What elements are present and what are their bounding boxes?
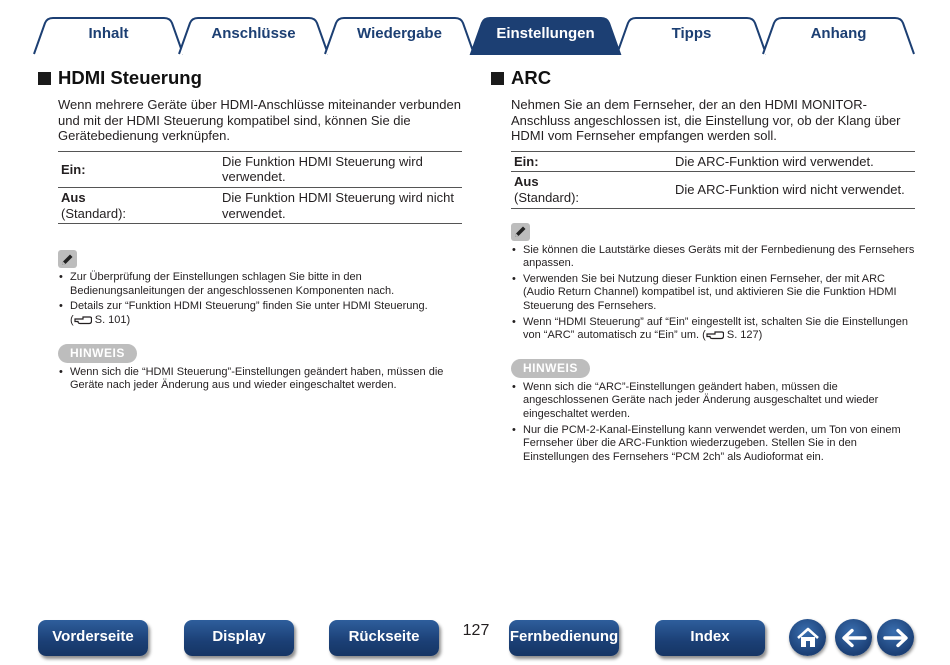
back-button[interactable] (835, 619, 872, 656)
hinweis-badge: HINWEIS (511, 359, 590, 378)
tab-anhang[interactable] (763, 17, 914, 54)
table-row (511, 151, 915, 172)
option-key-cell (511, 172, 673, 208)
hinweis-list (58, 366, 462, 393)
page-ref-link[interactable]: ( S. 127) (702, 329, 763, 342)
option-key: Ein: (61, 161, 86, 177)
tab-wiedergabe-label: Wiedergabe (357, 25, 442, 42)
option-key-cell (58, 151, 220, 187)
pencil-note-icon (511, 223, 530, 241)
section-hdmi-steuerung (38, 66, 462, 395)
list-item: • Wenn sich die “ARC”-Einstellungen geändert haben, müssen die angeschlossenen Geräte nach jeder Änderung ausgeschaltet und wieder eingeschaltet werden. (511, 381, 915, 422)
list-item: • Wenn sich die “HDMI Steuerung”-Einstellungen geändert haben, müssen die Geräte nach jeder Änderung aus und wieder eingeschaltet werden. (58, 366, 462, 393)
option-key-sub: (Standard): (61, 205, 127, 221)
options-table (58, 151, 462, 224)
fernbedienung-button[interactable]: Fernbedienung (509, 620, 619, 656)
tab-tipps-label: Tipps (671, 25, 712, 42)
hinweis-box (38, 344, 462, 363)
tab-inhalt-label: Inhalt (88, 25, 129, 42)
home-button[interactable] (789, 619, 826, 656)
option-desc: Die ARC-Funktion wird nicht verwendet. (675, 182, 905, 198)
notes-list (58, 271, 462, 327)
list-item: • Zur Überprüfung der Einstellungen schlagen Sie bitte in den Bedienungsanleitungen der angeschlossenen Komponenten nach. (58, 271, 462, 298)
note-text: Wenn “HDMI Steuerung” auf “Ein” eingestellt ist, schalten Sie die Einstellungen von “ARC” automatisch zu “Ein” um. (523, 315, 908, 342)
page-ref-link[interactable]: ( S. 101) (70, 313, 131, 326)
table-row (58, 187, 462, 223)
notes-list (511, 244, 915, 343)
option-key: Aus (514, 174, 539, 190)
square-bullet-icon (491, 72, 504, 85)
section-arc (491, 66, 915, 466)
list-item (58, 300, 462, 327)
hinweis-badge: HINWEIS (58, 344, 137, 363)
pointing-hand-icon (74, 314, 92, 325)
section-title: HDMI Steuerung (58, 67, 202, 88)
option-desc: Die Funktion HDMI Steuerung wird nicht verwendet. (222, 189, 454, 221)
tab-einstellungen-label: Einstellungen (496, 25, 595, 42)
list-item: • Sie können die Lautstärke dieses Geräts mit der Fernbedienung des Fernsehers anpassen. (511, 244, 915, 271)
tab-anschluesse-label: Anschlüsse (211, 25, 296, 42)
square-bullet-icon (38, 72, 51, 85)
page-ref-text: S. 101 (94, 313, 127, 326)
hinweis-list (511, 381, 915, 465)
tab-einstellungen[interactable] (471, 17, 620, 54)
arrow-right-icon (883, 628, 909, 648)
vorderseite-button[interactable]: Vorderseite (38, 620, 148, 656)
option-key: Ein: (514, 153, 539, 169)
tab-anschluesse[interactable] (179, 17, 328, 54)
section-title: ARC (511, 67, 552, 88)
tab-anhang-label: Anhang (810, 25, 867, 42)
tab-tipps[interactable] (617, 17, 766, 54)
option-desc: Die Funktion HDMI Steuerung wird verwendet. (222, 153, 423, 185)
forward-button[interactable] (877, 619, 914, 656)
pointing-hand-icon (706, 329, 724, 340)
table-row (511, 172, 915, 208)
section-heading (491, 66, 915, 90)
tab-wiedergabe[interactable] (325, 17, 474, 54)
section-heading (38, 66, 462, 90)
option-key-sub: (Standard): (514, 189, 580, 205)
tab-bar (34, 14, 914, 54)
home-icon (796, 627, 820, 649)
arrow-left-icon (841, 628, 867, 648)
option-key-cell (58, 187, 220, 223)
section-intro: Wenn mehrere Geräte über HDMI-Anschlüsse miteinander verbunden und mit der HDMI Steuerung kompatibel sind, können Sie die Gerätebedienung verknüpfen. (58, 97, 461, 144)
list-item (511, 316, 915, 343)
list-item: • Verwenden Sie bei Nutzung dieser Funktion einen Fernseher, der mit ARC (Audio Return Channel) kompatibel ist, und aktivieren Sie die Funktion HDMI Steuerung des Fernsehers. (511, 273, 915, 314)
table-row (58, 151, 462, 187)
rueckseite-button[interactable]: Rückseite (329, 620, 439, 656)
display-button[interactable]: Display (184, 620, 294, 656)
note-text: Details zur “Funktion HDMI Steuerung” finden Sie unter HDMI Steuerung. (70, 300, 428, 313)
option-desc: Die ARC-Funktion wird verwendet. (675, 153, 874, 169)
index-button[interactable]: Index (655, 620, 765, 656)
section-intro: Nehmen Sie an dem Fernseher, der an den HDMI MONITOR-Anschluss angeschlossen ist, die Einstellung vor, ob der Klang über HDMI vom Fernseher empfangen werden soll. (511, 97, 901, 144)
page-ref-text: S. 127 (726, 329, 759, 342)
hinweis-box (491, 359, 915, 378)
option-key-cell (511, 151, 673, 172)
options-table (511, 151, 915, 209)
page-number: 127 (462, 622, 490, 639)
tab-inhalt[interactable] (34, 17, 183, 54)
option-key: Aus (61, 189, 86, 205)
list-item: • Nur die PCM-2-Kanal-Einstellung kann verwendet werden, um Ton von einem Fernseher über die ARC-Funktion wiederzugeben. Stellen Sie in den Einstellungen des Fernsehers “PCM 2ch” als Audioformat ein. (511, 424, 915, 465)
pencil-note-icon (58, 250, 77, 268)
